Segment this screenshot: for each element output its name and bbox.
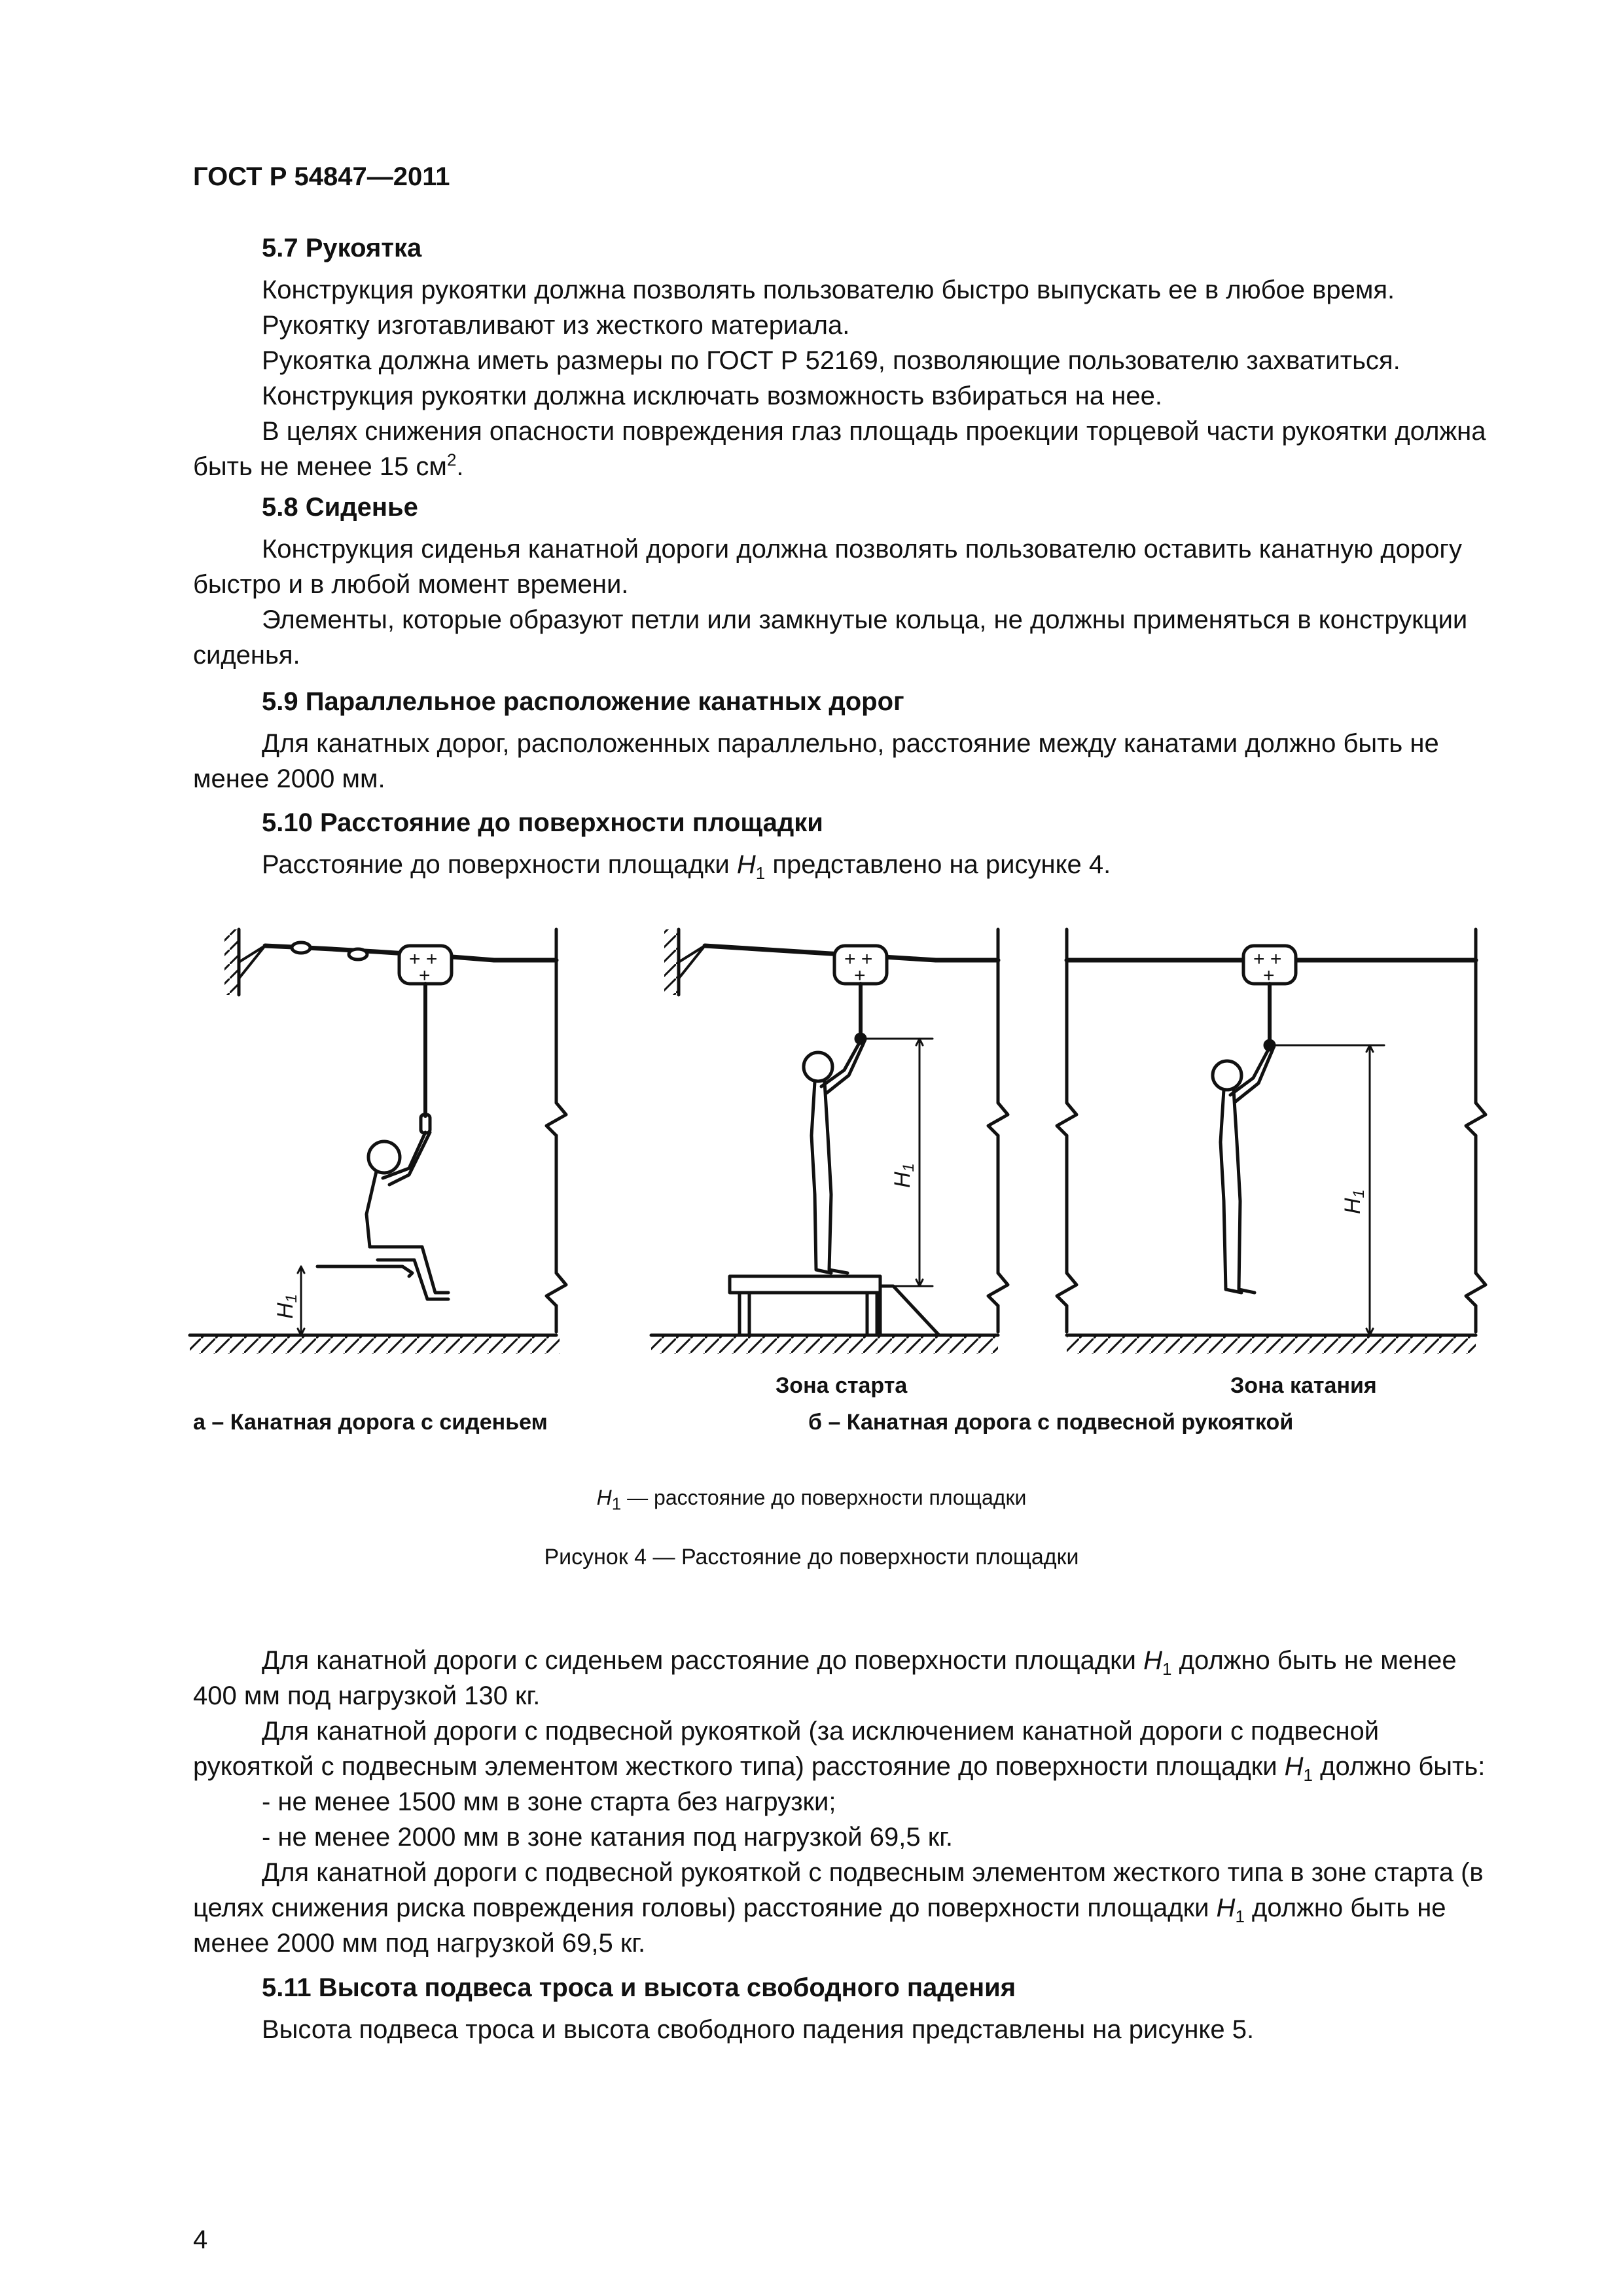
paragraph: Конструкция рукоятки должна позволять пользователю быстро выпускать ее в любое время. bbox=[262, 276, 1395, 304]
dim-label-h1-c: H1 bbox=[1340, 1189, 1368, 1214]
section-5-8 bbox=[193, 490, 1499, 673]
paragraph: Рукоятка должна иметь размеры по ГОСТ Р 52169, позволяющие пользователю захватиться. bbox=[262, 346, 1400, 375]
dim-label-h1-a: H1 bbox=[273, 1294, 300, 1319]
figure-legend: $H_1$ — расстояние до поверхности площадки bbox=[596, 1486, 1027, 1514]
section-heading: 5.11 Высота подвеса троса и высота свободного падения bbox=[262, 1973, 1016, 2002]
figure-caption: Рисунок 4 — Расстояние до поверхности площадки bbox=[544, 1545, 1079, 1570]
svg-text:+: + bbox=[854, 965, 866, 986]
panel-a-seat-cableway bbox=[190, 929, 566, 1354]
section-5-9 bbox=[193, 684, 1499, 797]
zone-start-label: Зона старта bbox=[776, 1373, 908, 1398]
svg-text:+: + bbox=[1263, 965, 1275, 986]
section-5-11 bbox=[193, 1970, 1499, 2047]
paragraph: Расстояние до поверхности площадки $H_1$ представлено на рисунке 4. bbox=[262, 850, 1111, 883]
paragraph: Конструкция рукоятки должна исключать возможность взбираться на нее. bbox=[262, 382, 1162, 410]
section-heading: 5.8 Сиденье bbox=[262, 493, 418, 522]
list-item: - не менее 2000 мм в зоне катания под нагрузкой 69,5 кг. bbox=[262, 1823, 954, 1852]
document-header: ГОСТ Р 54847—2011 bbox=[193, 162, 450, 191]
page-number: 4 bbox=[193, 2225, 208, 2254]
zone-ride-label: Зона катания bbox=[1230, 1373, 1377, 1398]
list-item: - не менее 1500 мм в зоне старта без нагрузки; bbox=[262, 1787, 836, 1816]
paragraph: Для канатной дороги с подвесной рукояткой с подвесным элементом жесткого типа в зоне старта (в целях снижения риска повреждения головы) расстояние до поверхности площадки $H_1$ должно быть не менее 2000 мм под нагрузкой 69,5 кг. bbox=[193, 1858, 1484, 1958]
paragraph: Элементы, которые образуют петли или замкнутые кольца, не должны применяться в конструкции сиденья. bbox=[193, 605, 1468, 670]
svg-text:+ +: + + bbox=[409, 948, 438, 970]
text-after-figure bbox=[193, 1643, 1499, 1961]
paragraph: В целях снижения опасности повреждения глаз площадь проекции торцевой части рукоятки должна быть не менее 15 $см^2$. bbox=[193, 417, 1486, 481]
section-heading: 5.10 Расстояние до поверхности площадки bbox=[262, 808, 823, 837]
section-heading: 5.7 Рукоятка bbox=[262, 234, 422, 262]
paragraph: Рукоятку изготавливают из жесткого материала. bbox=[262, 311, 850, 340]
section-5-10 bbox=[193, 805, 1499, 882]
paragraph: Для канатной дороги с сиденьем расстояние до поверхности площадки $H_1$ должно быть не менее 400 мм под нагрузкой 130 кг. bbox=[193, 1646, 1457, 1710]
paragraph: Для канатных дорог, расположенных параллельно, расстояние между канатами должно быть не менее 2000 мм. bbox=[193, 729, 1439, 793]
subfigure-caption-b: б – Канатная дорога с подвесной рукояткой bbox=[808, 1410, 1294, 1435]
svg-text:+: + bbox=[419, 965, 431, 986]
section-5-7 bbox=[193, 230, 1499, 484]
panel-c-ride-zone bbox=[1057, 929, 1486, 1354]
svg-text:+ +: + + bbox=[844, 948, 873, 970]
paragraph: Для канатной дороги с подвесной рукояткой (за исключением канатной дороги с подвесной рукояткой с подвесным элементом жесткого типа) расстояние до поверхности площадки $H_1$ должно быть: bbox=[193, 1717, 1486, 1785]
paragraph: Конструкция сиденья канатной дороги должна позволять пользователю оставить канатную дорогу быстро и в любой момент времени. bbox=[193, 535, 1462, 599]
subfigure-caption-a: а – Канатная дорога с сиденьем bbox=[193, 1410, 548, 1435]
dim-label-h1-b: H1 bbox=[890, 1163, 918, 1188]
section-heading: 5.9 Параллельное расположение канатных дорог bbox=[262, 687, 904, 716]
panel-b-start-zone bbox=[651, 929, 1008, 1354]
paragraph: Высота подвеса троса и высота свободного падения представлены на рисунке 5. bbox=[262, 2015, 1255, 2044]
svg-text:+ +: + + bbox=[1253, 948, 1282, 970]
